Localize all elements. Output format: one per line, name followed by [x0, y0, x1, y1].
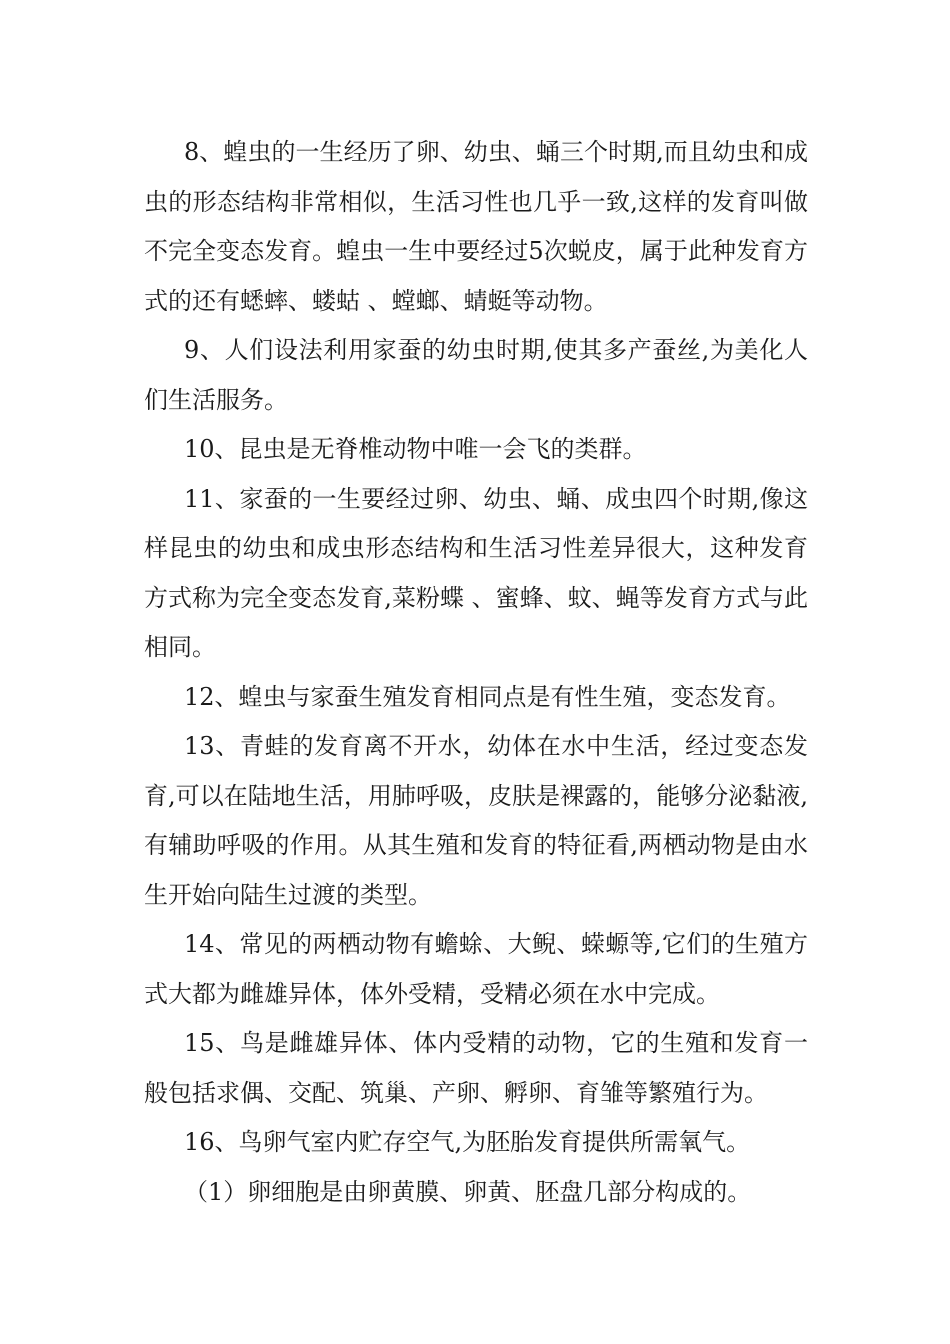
- paragraph-11: 11、家蚕的一生要经过卵、幼虫、蛹、成虫四个时期,像这样昆虫的幼虫和成虫形态结构和生活习性差异很大，这种发育方式称为完全变态发育,菜粉蝶 、蜜蜂、蚊、蝇等发育方式与此相同。: [144, 484, 808, 661]
- paragraph-14: 14、常见的两栖动物有蟾蜍、大鲵、蝾螈等,它们的生殖方式大都为雌雄异体，体外受精，受精必须在水中完成。: [144, 930, 808, 1008]
- paragraph-16: 16、鸟卵气室内贮存空气,为胚胎发育提供所需氧气。: [184, 1128, 751, 1156]
- paragraph-9: 9、人们设法利用家蚕的幼虫时期,使其多产蚕丝,为美化人们生活服务。: [144, 336, 808, 414]
- paragraph-12: 12、蝗虫与家蚕生殖发育相同点是有性生殖，变态发育。: [184, 682, 791, 711]
- paragraph-10: 10、昆虫是无脊椎动物中唯一会飞的类群。: [184, 435, 647, 463]
- subitem-1: （1）卵细胞是由卵黄膜、卵黄、胚盘几部分构成的。: [184, 1177, 752, 1206]
- paragraph-15: 15、鸟是雌雄异体、体内受精的动物，它的生殖和发育一般包括求偶、交配、筑巢、产卵、孵卵、育雏等繁殖行为。: [144, 1029, 808, 1107]
- paragraph-13: 13、青蛙的发育离不开水，幼体在水中生活，经过变态发育,可以在陆地生活，用肺呼吸，皮肤是裸露的，能够分泌黏液,有辅助呼吸的作用。从其生殖和发育的特征看,两栖动物是由水生开始向陆生过渡的类型。: [144, 732, 808, 909]
- paragraph-8: 8、蝗虫的一生经历了卵、幼虫、蛹三个时期,而且幼虫和成虫的形态结构非常相似，生活习性也几乎一致,这样的发育叫做不完全变态发育。蝗虫一生中要经过5次蜕皮，属于此种发育方式的还有蟋蟀、蝼蛄 、螳螂、蜻蜓等动物。: [144, 138, 808, 315]
- document-body: [144, 128, 808, 1217]
